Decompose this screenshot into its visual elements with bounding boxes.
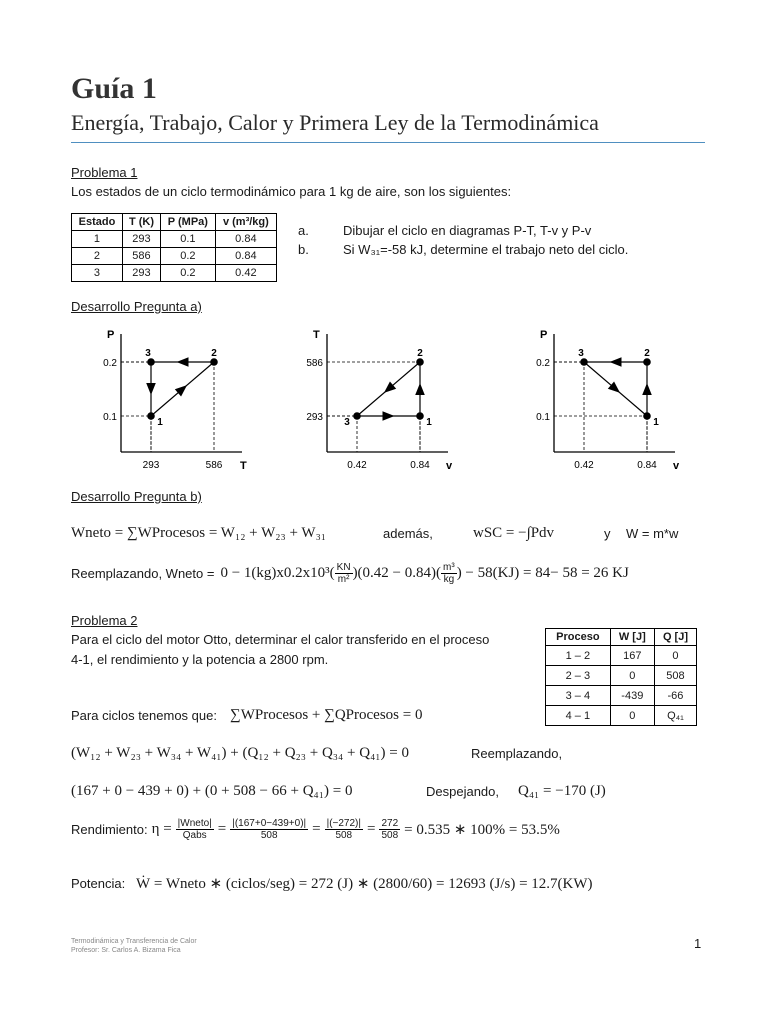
rend-f4-den: 508 xyxy=(381,830,399,841)
state-point xyxy=(147,358,155,366)
x-tick-label: 586 xyxy=(205,460,223,471)
rend-f3-num: |(−272)| xyxy=(326,818,361,829)
table-cell: Q₄₁ xyxy=(654,706,696,726)
eq-sum: (W₁₂ + W₂₃ + W₃₄ + W₄₁) + (Q₁₂ + Q₂₃ + Q₃₄ + Q₄₁) = 0 xyxy=(71,745,409,761)
rend-tail: = 0.535 ∗ 100% = 53.5% xyxy=(404,822,560,838)
footer-course: Termodinámica y Transferencia de Calor xyxy=(71,938,197,945)
state-point xyxy=(643,358,651,366)
state-label: 1 xyxy=(157,417,163,428)
table-row xyxy=(72,248,277,265)
eq-reemplazando xyxy=(71,562,629,585)
problem1-heading: Problema 1 xyxy=(71,165,138,180)
table-cell: 2 – 3 xyxy=(546,666,611,686)
dev-b-heading: Desarrollo Pregunta b) xyxy=(71,489,202,504)
m3-den: kg xyxy=(443,574,455,585)
rend-f2-den: 508 xyxy=(260,830,278,841)
eq-wneto: Wneto = ∑WProcesos = W₁₂ + W₂₃ + W₃₁ xyxy=(71,525,327,541)
rend-eq-sign: = xyxy=(366,821,376,837)
problem2-statement-2: 4-1, el rendimiento y la potencia a 2800 rpm. xyxy=(71,652,329,667)
table-header-cell: W [J] xyxy=(610,629,654,646)
process-arrow-icon xyxy=(175,385,187,396)
table-cell: 4 – 1 xyxy=(546,706,611,726)
dev-a-heading: Desarrollo Pregunta a) xyxy=(71,299,202,314)
table-header-cell: Q [J] xyxy=(654,629,696,646)
state-point xyxy=(416,358,424,366)
y-axis-label: P xyxy=(107,329,115,341)
states-table xyxy=(71,213,277,282)
table-cell: 1 – 2 xyxy=(546,646,611,666)
y-tick-label: 0.1 xyxy=(536,412,550,423)
page-title: Guía 1 xyxy=(71,72,157,105)
reemp-part-c: ) − 58(KJ) = 84− 58 = 26 KJ xyxy=(456,565,629,581)
table-cell: 0.84 xyxy=(215,248,276,265)
process-arrow-icon xyxy=(383,411,395,421)
rend-f1-num: |Wneto| xyxy=(177,818,212,829)
states-table-header xyxy=(72,214,277,231)
y-axis-label: P xyxy=(540,329,548,341)
page-number: 1 xyxy=(694,936,702,951)
m3-num: m³ xyxy=(443,562,455,573)
y-tick-label: 293 xyxy=(306,412,323,423)
state-point xyxy=(147,412,155,420)
table-header-cell: T (K) xyxy=(122,214,160,231)
table-cell: 0.2 xyxy=(160,248,215,265)
x-axis-label: T xyxy=(240,460,247,472)
item-a-marker: a. xyxy=(298,223,309,238)
rend-label: Rendimiento: xyxy=(71,822,148,837)
eq-ademas: además, xyxy=(383,526,433,541)
state-label: 3 xyxy=(344,417,350,428)
x-tick-label: 0.42 xyxy=(574,460,594,471)
pot-label: Potencia: xyxy=(71,876,126,891)
x-tick-label: 0.42 xyxy=(347,460,367,471)
reemp-part-a: 0 − 1(kg)x0.2x10³( xyxy=(220,565,335,581)
rend-frac-4 xyxy=(379,818,400,841)
table-cell: 0.1 xyxy=(160,231,215,248)
state-label: 2 xyxy=(417,348,423,359)
eq-num: (167 + 0 − 439 + 0) + (0 + 508 − 66 + Q₄₁) = 0 xyxy=(71,783,353,799)
footer-professor: Profesor: Sr. Carlos A. Bizama Fica xyxy=(71,947,181,954)
eq-sum-label: Reemplazando, xyxy=(471,746,563,761)
state-point xyxy=(580,358,588,366)
pot-eq: Ẇ = Wneto ∗ (ciclos/seg) = 272 (J) ∗ (2800/60) = 12693 (J/s) = 12.7(KW) xyxy=(136,876,593,892)
chart-pv xyxy=(523,322,693,474)
rend-frac-3 xyxy=(325,818,363,841)
x-axis-label: v xyxy=(673,460,680,472)
table-row xyxy=(72,231,277,248)
state-label: 3 xyxy=(145,348,151,359)
eq-q41: Q₄₁ = −170 (J) xyxy=(518,783,606,799)
kn-fraction xyxy=(335,562,353,585)
process-arrow-icon xyxy=(384,381,396,392)
y-tick-label: 0.1 xyxy=(103,412,117,423)
table-cell: 1 xyxy=(72,231,123,248)
rend-frac-2 xyxy=(230,818,308,841)
table-cell: 3 – 4 xyxy=(546,686,611,706)
table-cell: -66 xyxy=(654,686,696,706)
table-cell: 0.84 xyxy=(215,231,276,248)
rend-f4-num: 272 xyxy=(381,818,399,829)
table-cell: 0 xyxy=(654,646,696,666)
table-cell: 3 xyxy=(72,265,123,282)
table-cell: 0 xyxy=(610,666,654,686)
chart-tv xyxy=(296,322,466,474)
x-tick-label: 293 xyxy=(142,460,160,471)
x-tick-label: 0.84 xyxy=(637,460,657,471)
table-cell: -439 xyxy=(610,686,654,706)
ciclos-eq: ∑WProcesos + ∑QProcesos = 0 xyxy=(230,707,423,723)
page-subtitle: Energía, Trabajo, Calor y Primera Ley de la Termodinámica xyxy=(71,110,599,135)
state-label: 2 xyxy=(211,348,217,359)
table-cell: 0.42 xyxy=(215,265,276,282)
rend-f2-num: |(167+0−439+0)| xyxy=(232,818,307,829)
ciclos-label: Para ciclos tenemos que: xyxy=(71,708,217,723)
rend-frac-1 xyxy=(176,818,214,841)
table-cell: 586 xyxy=(122,248,160,265)
state-label: 1 xyxy=(426,417,432,428)
rend-f1-den: Qabs xyxy=(182,830,207,841)
y-axis-label: T xyxy=(313,329,320,341)
x-axis-label: v xyxy=(446,460,453,472)
process-arrow-icon xyxy=(642,383,652,395)
state-point xyxy=(416,412,424,420)
table-header-cell: Estado xyxy=(72,214,123,231)
process-arrow-icon xyxy=(608,381,620,392)
table-cell: 2 xyxy=(72,248,123,265)
state-label: 1 xyxy=(653,417,659,428)
process-arrow-icon xyxy=(146,383,156,395)
y-tick-label: 0.2 xyxy=(103,358,117,369)
table-cell: 167 xyxy=(610,646,654,666)
reemp-part-b: )(0.42 − 0.84)( xyxy=(352,565,442,581)
state-point xyxy=(353,412,361,420)
table-cell: 293 xyxy=(122,231,160,248)
otto-table-header xyxy=(546,629,697,646)
y-tick-label: 586 xyxy=(306,358,323,369)
state-point xyxy=(210,358,218,366)
item-b-text: Si W₃₁=-58 kJ, determine el trabajo neto del ciclo. xyxy=(343,242,629,257)
eq-wmw: W = m*w xyxy=(626,526,679,541)
x-tick-label: 0.84 xyxy=(410,460,430,471)
state-point xyxy=(643,412,651,420)
rend-eq-sign: = xyxy=(312,821,321,837)
reemp-label: Reemplazando, Wneto = xyxy=(71,566,215,581)
table-row xyxy=(546,686,697,706)
state-label: 3 xyxy=(578,348,584,359)
table-row xyxy=(72,265,277,282)
rend-f3-den: 508 xyxy=(335,830,353,841)
m3-fraction xyxy=(441,562,457,585)
eq-num-label: Despejando, xyxy=(426,784,499,799)
problem1-statement: Los estados de un ciclo termodinámico para 1 kg de aire, son los siguientes: xyxy=(71,184,512,199)
state-label: 2 xyxy=(644,348,650,359)
table-row xyxy=(546,646,697,666)
chart-pt xyxy=(90,322,260,474)
table-header-cell: v (m³/kg) xyxy=(215,214,276,231)
otto-table xyxy=(545,628,697,726)
table-header-cell: Proceso xyxy=(546,629,611,646)
problem2-statement-1: Para el ciclo del motor Otto, determinar el calor transferido en el proceso xyxy=(71,632,490,647)
kn-num: KN xyxy=(336,562,351,573)
table-cell: 508 xyxy=(654,666,696,686)
rend-eq-sign: = xyxy=(217,821,227,837)
process-arrow-icon xyxy=(177,357,189,367)
y-tick-label: 0.2 xyxy=(536,358,550,369)
process-arrow-icon xyxy=(610,357,622,367)
title-rule xyxy=(71,142,705,143)
eq-rendimiento xyxy=(71,818,560,841)
table-header-cell: P (MPa) xyxy=(160,214,215,231)
process-arrow-icon xyxy=(415,383,425,395)
table-cell: 0 xyxy=(610,706,654,726)
table-cell: 293 xyxy=(122,265,160,282)
problem2-heading: Problema 2 xyxy=(71,613,138,628)
table-row xyxy=(546,666,697,686)
table-cell: 0.2 xyxy=(160,265,215,282)
item-a-text: Dibujar el ciclo en diagramas P-T, T-v y P-v xyxy=(343,223,592,238)
table-row xyxy=(546,706,697,726)
kn-den: m² xyxy=(337,574,350,585)
rend-eta: η = xyxy=(151,821,172,837)
eq-wsc: wSC = −∫Pdv xyxy=(473,525,555,541)
item-b-marker: b. xyxy=(298,242,309,257)
eq-y: y xyxy=(604,526,611,541)
